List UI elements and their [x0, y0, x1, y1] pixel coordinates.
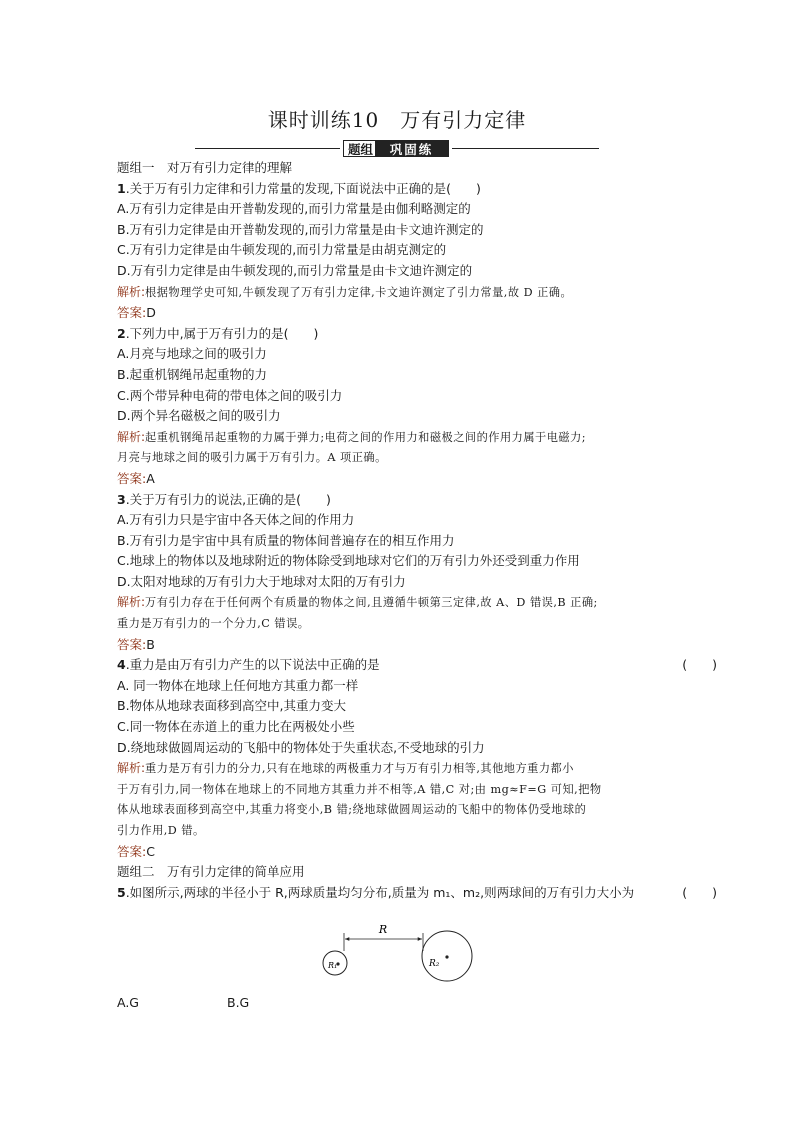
question-text: .重力是由万有引力产生的以下说法中正确的是 — [125, 657, 380, 673]
q4-explanation-cont-1: 于万有引力,同一物体在地球上的不同地方其重力并不相等,A 错,C 对;由 mg≈F=G 可知,把物 — [117, 782, 602, 796]
answer-label: 答案: — [117, 470, 147, 486]
figure-svg — [317, 911, 477, 991]
explanation-label: 解析: — [117, 284, 146, 299]
q3-option-b: B.万有引力是宇宙中具有质量的物体间普遍存在的相互作用力 — [117, 532, 455, 548]
q1-option-b: B.万有引力定律是由开普勒发现的,而引力常量是由卡文迪许测定的 — [117, 221, 484, 237]
question-number: 5 — [117, 884, 126, 900]
q3-option-c: C.地球上的物体以及地球附近的物体除受到地球对它们的万有引力外还受到重力作用 — [117, 553, 580, 569]
q3-answer — [117, 635, 717, 656]
answer-label: 答案: — [117, 843, 147, 859]
answer-value: B — [146, 636, 155, 652]
q2-option-d: D.两个异名磁极之间的吸引力 — [117, 408, 281, 424]
explanation-label: 解析: — [117, 429, 146, 444]
question-number: 2 — [117, 325, 126, 341]
q5-option-a: A.G — [117, 995, 139, 1011]
label-r: R — [378, 923, 388, 937]
question-4-stem — [117, 655, 717, 676]
banner-right-text: 巩固练 — [375, 141, 448, 156]
q1-option-c: C.万有引力定律是由牛顿发现的,而引力常量是由胡克测定的 — [117, 242, 447, 258]
q1-option-d: D.万有引力定律是由牛顿发现的,而引力常量是由卡文迪许测定的 — [117, 262, 473, 278]
question-5-stem — [117, 883, 717, 904]
section-banner — [195, 140, 599, 158]
banner-rule-left — [195, 148, 340, 149]
explanation-label: 解析: — [117, 761, 146, 776]
banner-left-text: 题组 — [348, 142, 374, 157]
explanation-text: 重力是万有引力的分力,只有在地球的两极重力才与万有引力相等,其他地方重力都小 — [145, 762, 574, 776]
answer-value: C — [146, 843, 155, 859]
q4-option-d: D.绕地球做圆周运动的飞船中的物体处于失重状态,不受地球的引力 — [117, 739, 485, 755]
q4-answer — [117, 842, 717, 863]
question-number: 4 — [117, 657, 126, 673]
page-title: 课时训练10 万有引力定律 — [267, 108, 527, 132]
group-heading-1: 题组一 对万有引力定律的理解 — [117, 160, 293, 175]
q2-answer — [117, 469, 717, 490]
large-sphere-center — [445, 956, 448, 959]
answer-blank: ( ) — [682, 884, 717, 900]
answer-label: 答案: — [117, 636, 147, 652]
banner-box — [343, 140, 449, 157]
label-r2: R₂ — [429, 959, 440, 970]
question-text: .关于万有引力的说法,正确的是( ) — [125, 491, 331, 507]
banner-rule-right — [452, 148, 599, 149]
answer-label: 答案: — [117, 305, 147, 321]
question-text: .下列力中,属于万有引力的是( ) — [125, 325, 319, 341]
q4-explanation — [117, 758, 717, 780]
two-spheres-figure — [117, 903, 717, 995]
answer-value: D — [146, 305, 156, 321]
question-3-stem — [117, 490, 717, 511]
question-text: .如图所示,两球的半径小于 R,两球质量均匀分布,质量为 m₁、m₂,则两球间的万有引力大小为 — [125, 884, 635, 900]
explanation-label: 解析: — [117, 595, 146, 610]
q4-option-b: B.物体从地球表面移到高空中,其重力变大 — [117, 698, 347, 714]
explanation-text: 万有引力存在于任何两个有质量的物体之间,且遵循牛顿第三定律,故 A、D 错误,B 正确; — [145, 596, 598, 610]
q1-answer — [117, 303, 717, 324]
q3-explanation — [117, 592, 717, 614]
question-number: 1 — [117, 180, 126, 196]
question-text: .关于万有引力定律和引力常量的发现,下面说法中正确的是( ) — [125, 180, 481, 196]
q5-option-b: B.G — [227, 995, 250, 1011]
q4-option-c: C.同一物体在赤道上的重力比在两极处小些 — [117, 719, 355, 735]
q4-option-a: A. 同一物体在地球上任何地方其重力都一样 — [117, 677, 359, 693]
q5-options — [117, 995, 717, 1017]
q1-explanation — [117, 282, 717, 304]
q3-explanation-cont: 重力是万有引力的一个分力,C 错误。 — [117, 617, 310, 631]
q4-explanation-cont-3: 引力作用,D 错。 — [117, 824, 205, 837]
content — [117, 158, 717, 1017]
q4-explanation-cont-2: 体从地球表面移到高空中,其重力将变小,B 错;绕地球做圆周运动的飞船中的物体仍受地球的 — [117, 803, 587, 817]
label-r1: R₁ — [328, 961, 338, 971]
q2-explanation-cont: 月亮与地球之间的吸引力属于万有引力。A 项正确。 — [117, 451, 387, 465]
q2-option-a: A.月亮与地球之间的吸引力 — [117, 346, 267, 362]
q3-option-d: D.太阳对地球的万有引力大于地球对太阳的万有引力 — [117, 573, 406, 589]
q1-option-a: A.万有引力定律是由开普勒发现的,而引力常量是由伽利略测定的 — [117, 201, 471, 217]
group-heading-2: 题组二 万有引力定律的简单应用 — [117, 864, 305, 880]
answer-value: A — [146, 470, 155, 486]
q2-option-c: C.两个带异种电荷的带电体之间的吸引力 — [117, 387, 343, 403]
question-number: 3 — [117, 491, 126, 507]
explanation-text: 根据物理学史可知,牛顿发现了万有引力定律,卡文迪许测定了引力常量,故 D 正确。 — [145, 285, 573, 299]
q2-explanation — [117, 427, 717, 449]
question-2-stem — [117, 324, 717, 345]
question-1-stem — [117, 179, 717, 200]
explanation-text: 起重机钢绳吊起重物的力属于弹力;电荷之间的作用力和磁极之间的作用力属于电磁力; — [145, 430, 587, 444]
answer-blank: ( ) — [682, 657, 717, 673]
q3-option-a: A.万有引力只是宇宙中各天体之间的作用力 — [117, 512, 355, 528]
q2-option-b: B.起重机钢绳吊起重物的力 — [117, 366, 268, 382]
